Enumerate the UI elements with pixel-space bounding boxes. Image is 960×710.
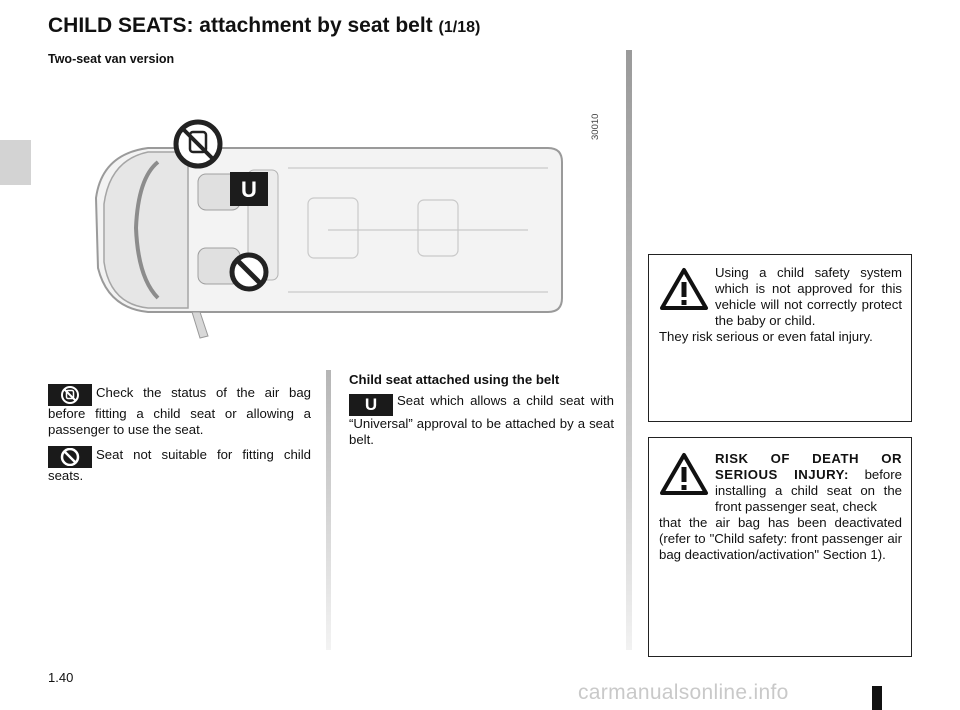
- watermark: carmanualsonline.info: [578, 681, 789, 704]
- page-counter: (1/18): [438, 19, 481, 36]
- badge-u: U: [241, 177, 257, 202]
- warning-box-unapproved: [648, 254, 912, 422]
- airbag-check-paragraph: Check the status of the air bag before fitting a child seat or allowing a passenger to use the seat.: [48, 385, 311, 437]
- universal-paragraph: U Seat which allows a child seat with “Universal” approval to be attached by a seat belt.: [349, 393, 614, 447]
- belt-heading: Child seat attached using the belt: [349, 372, 560, 387]
- van-top-view-illustration: [88, 108, 568, 348]
- universal-badge: U: [349, 394, 393, 416]
- warning-text-2-tail: that the air bag has been deactivated (refer to "Child safety: front passenger air bag deactivation/activation" Section 1).: [659, 515, 902, 562]
- corner-marker: [872, 686, 882, 710]
- column-divider: [326, 370, 331, 650]
- warning-text-2: before installing a child seat on the front passenger seat, check: [715, 467, 902, 514]
- prohibited-icon: [48, 446, 92, 468]
- page-subtitle: Two-seat van version: [48, 52, 175, 66]
- figure-code: 30010: [590, 113, 601, 140]
- warning-caps: RISK OF DEATH OR SERIOUS INJURY:: [715, 451, 902, 482]
- not-suitable-paragraph: Seat not suitable for fitting child seats.: [48, 447, 311, 483]
- page-title: CHILD SEATS: attachment by seat belt (1/18): [48, 14, 481, 37]
- page-number: 1.40: [48, 670, 74, 685]
- section-tab: [0, 140, 31, 185]
- warning-text-1: Using a child safety system which is not approved for this vehicle will not correctly protect the baby or child.: [715, 265, 902, 328]
- airbag-check-icon: [48, 384, 92, 406]
- warning-text-1-tail: They risk serious or even fatal injury.: [659, 329, 873, 344]
- warning-box-airbag: [648, 437, 912, 657]
- column-divider: [626, 50, 632, 650]
